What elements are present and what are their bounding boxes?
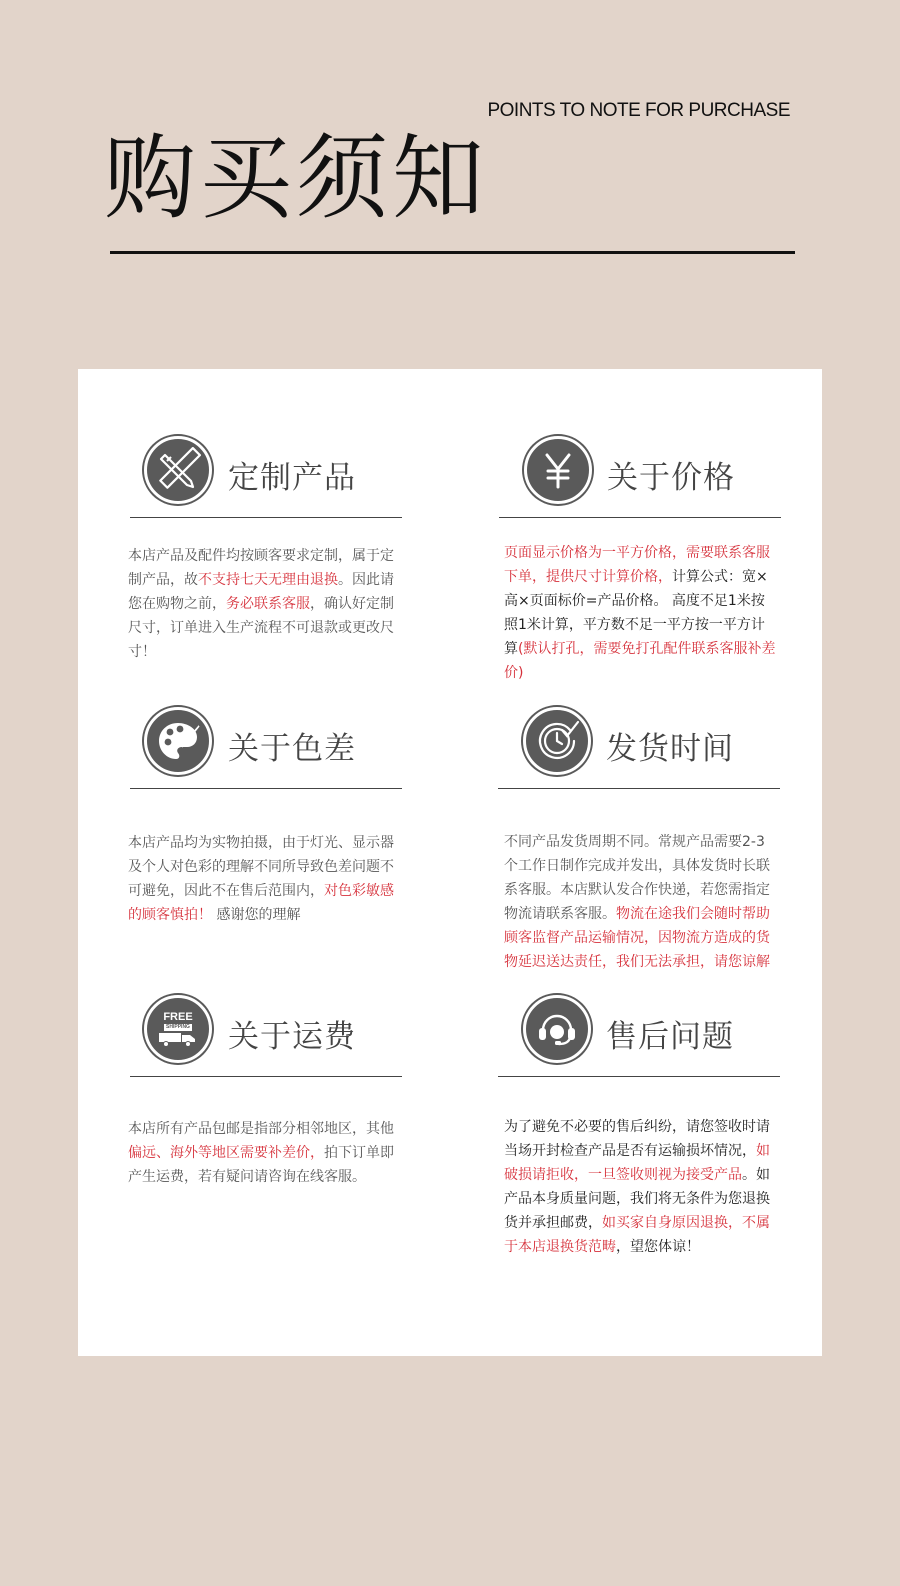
- section-after-sales: [498, 995, 780, 1255]
- section-text: 为了避免不必要的售后纠纷，请您签收时请当场开封检查产品是否有运输损坏情况，如破损请拒收，一旦签收则视为接受产品。如产品本身质量问题，我们将无条件为您退换货并承担邮费，如买家自身原因退换，不属于本店退换货范畴，望您体谅！: [504, 1119, 770, 1255]
- section-shipping-time: [498, 707, 780, 970]
- section-freight: [128, 995, 402, 1185]
- section-title: 发货时间: [606, 731, 734, 767]
- yen-icon: [524, 436, 592, 504]
- page-subtitle: POINTS TO NOTE FOR PURCHASE: [487, 100, 790, 121]
- section-divider: [498, 788, 780, 789]
- section-divider: [130, 517, 402, 518]
- section-text: 本店所有产品包邮是指部分相邻地区，其他偏远、海外等地区需要补差价，拍下订单即产生运费，若有疑问请咨询在线客服。: [128, 1121, 394, 1185]
- section-header: [130, 995, 402, 1077]
- section-title: 关于价格: [607, 460, 735, 496]
- info-card: [78, 369, 822, 1356]
- section-title: 定制产品: [228, 460, 356, 496]
- headset-icon: [523, 995, 591, 1063]
- section-title: 关于运费: [228, 1019, 356, 1055]
- section-text: 本店产品及配件均按顾客要求定制，属于定制产品，故不支持七天无理由退换。因此请您在购物之前，务必联系客服，确认好定制尺寸，订单进入生产流程不可退款或更改尺寸！: [128, 548, 394, 660]
- section-header: [498, 707, 780, 789]
- title-divider: [110, 251, 795, 254]
- section-color: [128, 707, 402, 923]
- section-divider: [498, 1076, 780, 1077]
- section-divider: [130, 1076, 402, 1077]
- free-shipping-truck-icon: FREE SHIPPING: [144, 995, 212, 1063]
- section-divider: [499, 517, 781, 518]
- section-title: 关于色差: [228, 731, 356, 767]
- section-header: [498, 995, 780, 1077]
- section-header: [130, 707, 402, 789]
- section-divider: [130, 788, 402, 789]
- section-title: 售后问题: [606, 1019, 734, 1055]
- palette-icon: [144, 707, 212, 775]
- section-header: [130, 436, 402, 518]
- section-text: 不同产品发货周期不同。常规产品需要2-3个工作日制作完成并发出，具体发货时长联系客服。本店默认发合作快递，若您需指定物流请联系客服。物流在途我们会随时帮助顾客监督产品运输情况，因物流方造成的货物延迟送达责任，我们无法承担，请您谅解: [504, 834, 770, 970]
- section-text: 页面显示价格为一平方价格，需要联系客服下单，提供尺寸计算价格，计算公式：宽×高×页面标价=产品价格。 高度不足1米按照1米计算，平方数不足一平方按一平方计算(默认打孔，需要免打孔配件联系客服补差价): [504, 545, 776, 681]
- pencil-ruler-icon: [144, 436, 212, 504]
- section-text: 本店产品均为实物拍摄，由于灯光、显示器及个人对色彩的理解不同所导致色差问题不可避免，因此不在售后范围内，对色彩敏感的顾客慎拍！ 感谢您的理解: [128, 835, 394, 923]
- clock-check-icon: [523, 707, 591, 775]
- page-title: 购买须知: [104, 125, 489, 232]
- section-header: [499, 436, 781, 518]
- section-price: [499, 436, 781, 681]
- section-custom: [128, 436, 402, 660]
